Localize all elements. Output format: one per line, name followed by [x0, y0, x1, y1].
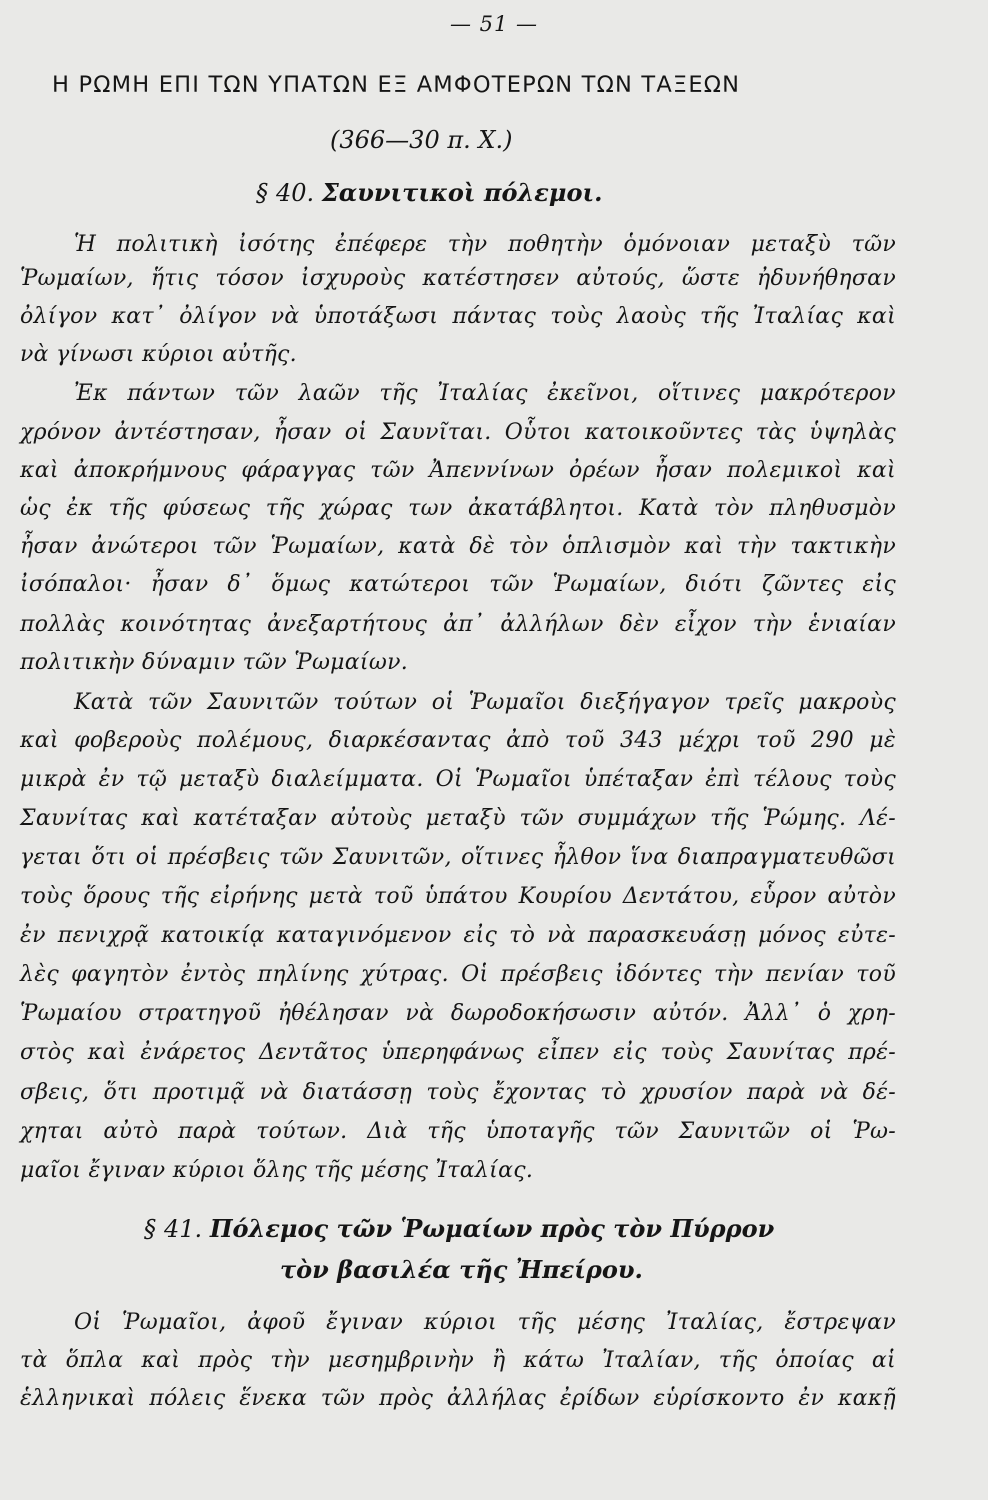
section-symbol: § — [256, 179, 268, 207]
section-41-heading — [144, 1214, 774, 1243]
text-line: γεται ὅτι οἱ πρέσβεις τῶν Σαυνιτῶν, οἵτινες ἦλθον ἵνα διαπραγματευθῶσι — [20, 845, 896, 870]
text-line: πολλὰς κοινότητας ἀνεξαρτήτους ἀπ᾿ ἀλλήλων δὲν εἶχον τὴν ἑνιαίαν — [20, 612, 896, 637]
section-symbol: § — [144, 1215, 156, 1243]
text-line: ἦσαν ἀνώτεροι τῶν Ῥωμαίων, κατὰ δὲ τὸν ὁπλισμὸν καὶ τὴν τακτικὴν — [20, 534, 896, 559]
text-line: καὶ ἀποκρήμνους φάραγγας τῶν Ἀπεννίνων ὀρέων ἦσαν πολεμικοὶ καὶ — [20, 458, 896, 483]
text-line: νὰ γίνωσι κύριοι αὐτῆς. — [20, 342, 297, 367]
text-line: στὸς καὶ ἐνάρετος Δεντᾶτος ὑπερηφάνως εἶπεν εἰς τοὺς Σαυνίτας πρέ- — [20, 1040, 896, 1065]
text-line: ὀλίγον κατ᾿ ὀλίγον νὰ ὑποτάξωσι πάντας τοὺς λαοὺς τῆς Ἰταλίας καὶ — [20, 304, 896, 329]
text-line: χρόνον ἀντέστησαν, ἦσαν οἱ Σαυνῖται. Οὗτοι κατοικοῦντες τὰς ὑψηλὰς — [20, 420, 896, 445]
text-line: Οἱ Ῥωμαῖοι, ἀφοῦ ἔγιναν κύριοι τῆς μέσης Ἰταλίας, ἔστρεψαν — [74, 1310, 896, 1335]
text-line: ἰσόπαλοι· ἦσαν δ᾿ ὅμως κατώτεροι τῶν Ῥωμαίων, διότι ζῶντες εἰς — [20, 572, 896, 597]
text-line: πολιτικὴν δύναμιν τῶν Ῥωμαίων. — [20, 650, 409, 675]
chapter-title: Η ΡΩΜΗ ΕΠΙ ΤΩΝ ΥΠΑΤΩΝ ΕΞ ΑΜΦΟΤΕΡΩΝ ΤΩΝ ΤΑΞΕΩΝ — [52, 72, 741, 98]
text-line: ὡς ἐκ τῆς φύσεως τῆς χώρας των ἀκατάβλητοι. Κατὰ τὸν πληθυσμὸν — [20, 496, 896, 521]
text-line: Ῥωμαίων, ἥτις τόσον ἰσχυροὺς κατέστησεν αὐτούς, ὥστε ἠδυνήθησαν — [20, 266, 896, 291]
text-line: μαῖοι ἔγιναν κύριοι ὅλης τῆς μέσης Ἰταλίας. — [20, 1158, 534, 1183]
text-line: Ῥωμαίου στρατηγοῦ ἠθέλησαν νὰ δωροδοκήσωσιν αὐτόν. Ἀλλ᾿ ὁ χρη- — [20, 1001, 896, 1026]
text-line: Ἐκ πάντων τῶν λαῶν τῆς Ἰταλίας ἐκεῖνοι, οἵτινες μακρότερον — [74, 381, 896, 406]
section-title-line2: τὸν βασιλέα τῆς Ἠπείρου. — [280, 1255, 643, 1284]
section-title-line1: Πόλεμος τῶν Ῥωμαίων πρὸς τὸν Πύρρον — [209, 1214, 775, 1243]
section-number: 40. — [276, 179, 315, 207]
text-line: Ἡ πολιτικὴ ἰσότης ἐπέφερε τὴν ποθητὴν ὁμόνοιαν μεταξὺ τῶν — [74, 232, 896, 257]
section-title: Σαυνιτικοὶ πόλεμοι. — [321, 178, 603, 207]
text-line: τὰ ὅπλα καὶ πρὸς τὴν μεσημβρινὴν ἢ κάτω Ἰταλίαν, τῆς ὁποίας αἱ — [20, 1348, 896, 1373]
text-line: μικρὰ ἐν τῷ μεταξὺ διαλείμματα. Οἱ Ῥωμαῖοι ὑπέταξαν ἐπὶ τέλους τοὺς — [20, 767, 896, 792]
text-line: τοὺς ὅρους τῆς εἰρήνης μετὰ τοῦ ὑπάτου Κουρίου Δεντάτου, εὗρον αὐτὸν — [20, 884, 896, 909]
page-number: — 51 — — [449, 12, 539, 36]
text-line: Κατὰ τῶν Σαυνιτῶν τούτων οἱ Ῥωμαῖοι διεξήγαγον τρεῖς μακροὺς — [74, 690, 896, 715]
text-line: λὲς φαγητὸν ἐντὸς πηλίνης χύτρας. Οἱ πρέσβεις ἰδόντες τὴν πενίαν τοῦ — [20, 962, 896, 987]
text-line: ἑλληνικαὶ πόλεις ἕνεκα τῶν πρὸς ἀλλήλας ἐρίδων εὑρίσκοντο ἐν κακῇ — [20, 1386, 896, 1411]
text-line: ἐν πενιχρᾷ κατοικίᾳ καταγινόμενον εἰς τὸ νὰ παρασκευάσῃ μόνος εὐτε- — [20, 923, 896, 948]
text-line: σβεις, ὅτι προτιμᾷ νὰ διατάσσῃ τοὺς ἔχοντας τὸ χρυσίον παρὰ νὰ δέ- — [20, 1080, 896, 1105]
section-40-heading — [256, 178, 602, 207]
chapter-dates: (366—30 π. Χ.) — [330, 126, 513, 154]
text-line: Σαυνίτας καὶ κατέταξαν αὐτοὺς μεταξὺ τῶν συμμάχων τῆς Ῥώμης. Λέ- — [20, 806, 896, 831]
text-line: καὶ φοβεροὺς πολέμους, διαρκέσαντας ἀπὸ τοῦ 343 μέχρι τοῦ 290 μὲ — [20, 728, 896, 753]
text-line: χηται αὐτὸ παρὰ τούτων. Διὰ τῆς ὑποταγῆς τῶν Σαυνιτῶν οἱ Ῥω- — [20, 1119, 896, 1144]
section-number: 41. — [164, 1215, 203, 1243]
